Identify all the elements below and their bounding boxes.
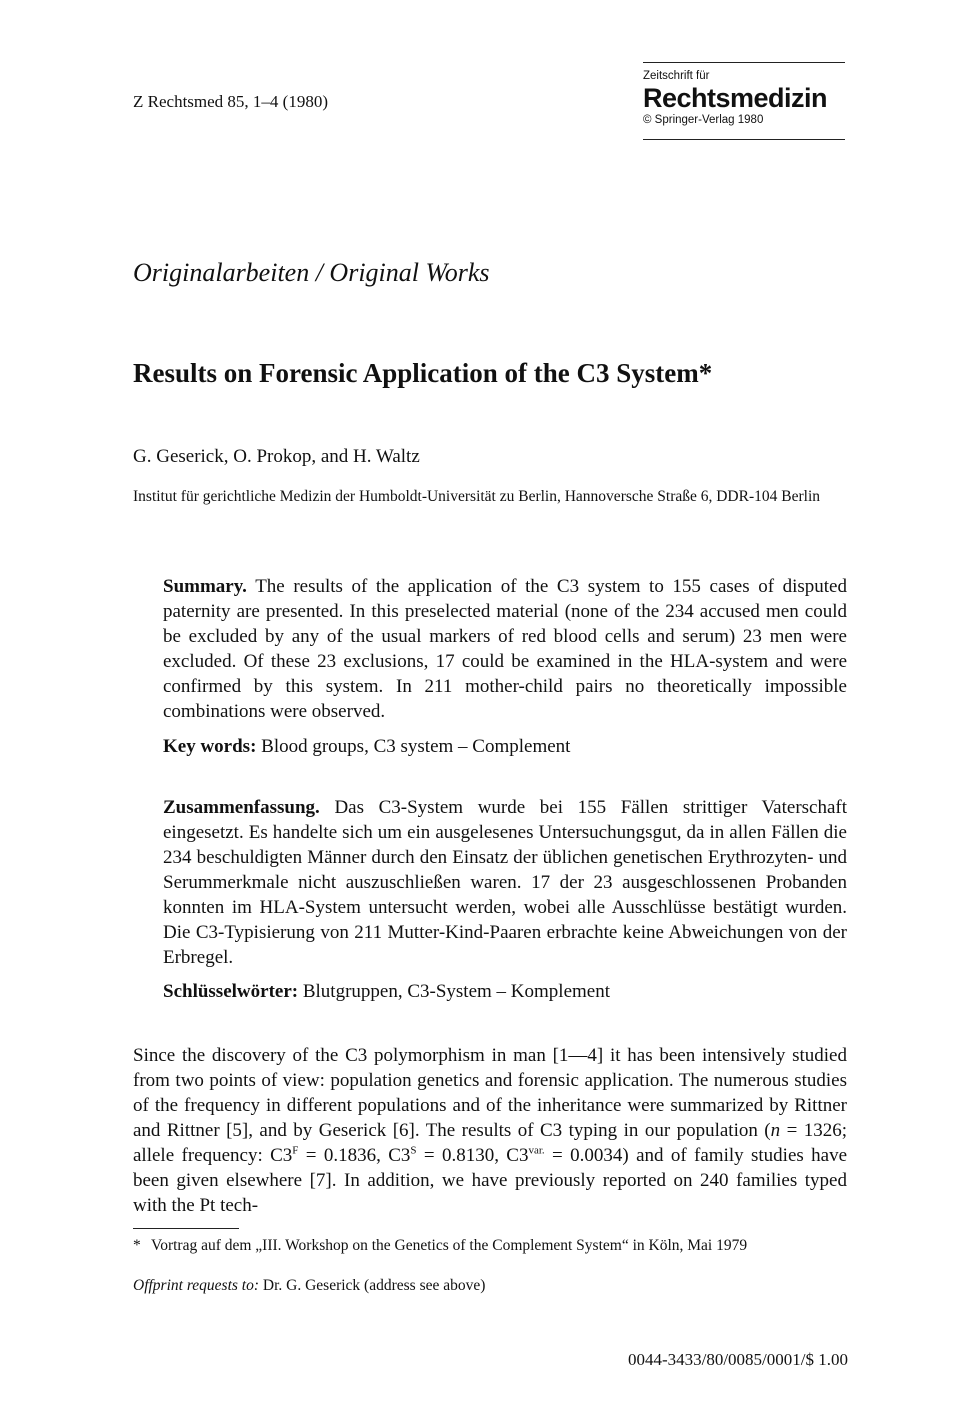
summary-text: The results of the application of the C3 system to 155 cases of disputed paternity are presented. In this preselected material (none of the 234 accused men could be excluded by any of the usual markers of red blood cells and serum) 23 men were excluded. Of these 23 exclusions, 17 could be examined in the HLA-system and were confirmed by this system. In 211 mother-child pairs no theoretically impossible combinations were observed. (163, 576, 847, 722)
paper-title: Results on Forensic Application of the C3 System* (133, 358, 713, 388)
keywords-line (163, 736, 570, 758)
body-text-1: Since the discovery of the C3 polymorphism in man [1—4] it has been intensively studied from two points of view: population genetics and forensic application. The numerous studies of the frequency in different populations and of the inheritance were summarized by Rittner and Rittner [5], and by Geserick [6]. The results of C3 typing in our population ( (133, 1045, 847, 1141)
footnote (133, 1236, 847, 1256)
publisher-line: © Springer-Verlag 1980 (643, 114, 764, 126)
offprint-text: Dr. G. Geserick (address see above) (262, 1277, 486, 1294)
allele-f-superscript: F (292, 1144, 299, 1157)
zusammenfassung-label: Zusammenfassung. (163, 797, 320, 818)
allele-s-superscript: S (410, 1144, 417, 1157)
journal-citation: Z Rechtsmed 85, 1–4 (1980) (133, 92, 328, 111)
body-text-3: = 0.1836, C3 (298, 1145, 411, 1166)
footnote-text: Vortrag auf dem „III. Workshop on the Genetics of the Complement System“ in Köln, Mai 1979 (151, 1237, 748, 1254)
body-text-4: = 0.8130, C3 (416, 1145, 529, 1166)
zusammenfassung-paragraph (163, 795, 847, 970)
body-text-2: = 1326; allele frequency: C3 (133, 1120, 847, 1166)
allele-var-superscript: var. (528, 1144, 545, 1157)
author-list: G. Geserick, O. Prokop, and H. Waltz (133, 446, 420, 467)
masthead-bottom-rule (643, 139, 845, 140)
section-heading: Originalarbeiten / Original Works (133, 258, 490, 287)
keywords-label: Key words: (163, 736, 257, 757)
schluesselwoerter-text: Blutgruppen, C3-System – Komplement (302, 981, 610, 1002)
journal-masthead (643, 62, 845, 140)
schluesselwoerter-label: Schlüsselwörter: (163, 981, 299, 1002)
offprint-label: Offprint requests to: (133, 1277, 260, 1294)
summary-label: Summary. (163, 576, 247, 597)
price-code: 0044-3433/80/0085/0001/$ 1.00 (627, 1350, 848, 1369)
affiliation: Institut für gerichtliche Medizin der Humboldt-Universität zu Berlin, Hannoversche Straße 6, DDR-104 Berlin (133, 488, 820, 505)
body-text-5: = 0.0034) and of family studies have been given elsewhere [7]. In addition, we have previously reported on 240 families typed with the Pt tech- (133, 1145, 848, 1216)
footnote-marker: * (133, 1237, 141, 1254)
journal-name: Rechtsmedizin (643, 83, 828, 113)
schluesselwoerter-line (163, 981, 610, 1003)
journal-prefix: Zeitschrift für (643, 70, 710, 82)
body-paragraph (133, 1043, 847, 1218)
keywords-text: Blood groups, C3 system – Complement (261, 736, 571, 757)
footnote-rule (133, 1228, 239, 1229)
body-n-variable: n (770, 1120, 781, 1141)
summary-paragraph (163, 574, 847, 724)
masthead-top-rule (643, 62, 845, 63)
zusammenfassung-text: Das C3-System wurde bei 155 Fällen strittiger Vaterschaft eingesetzt. Es handelte sich um ein ausgelesenes Untersuchungsgut, da in allen Fällen die 234 beschuldigten Männer durch den Einsatz der üblichen genetischen Erythrozyten- und Serummerkmale nicht auszuschließen waren. 17 der 23 ausgeschlossenen Probanden konnten im HLA-System untersucht werden, wobei alle Ausschlüsse bestätigt wurden. Die C3-Typisierung von 211 Mutter-Kind-Paaren erbrachte keine Abweichungen von der Erbregel. (163, 797, 848, 968)
offprint-requests (133, 1277, 485, 1295)
